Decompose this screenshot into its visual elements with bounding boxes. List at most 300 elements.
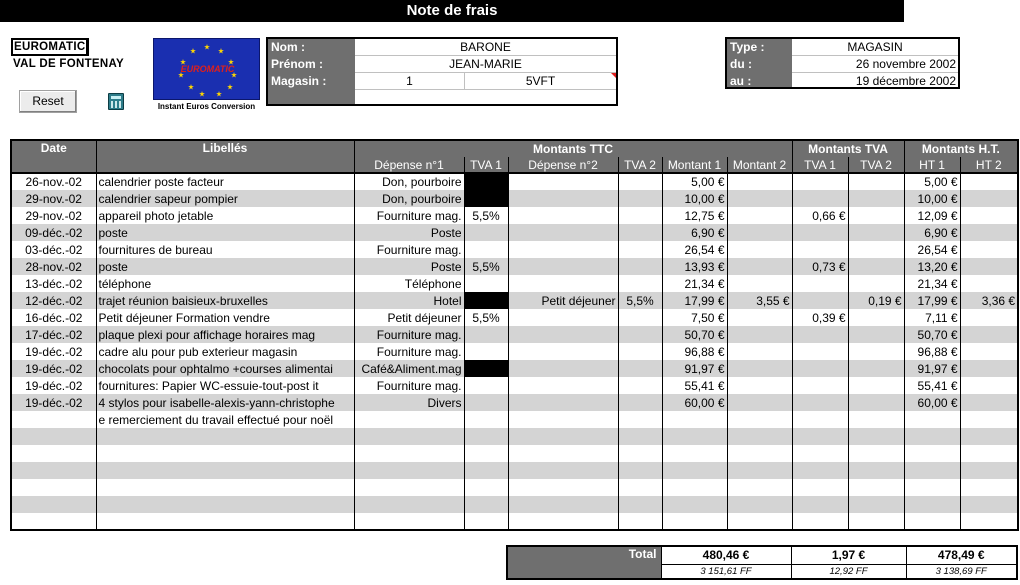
- cell-lib[interactable]: cadre alu pour pub exterieur magasin: [96, 343, 354, 360]
- cell-m2[interactable]: [727, 224, 792, 241]
- cell-tva2[interactable]: [618, 360, 662, 377]
- cell-dep1[interactable]: Téléphone: [354, 275, 464, 292]
- cell-ht2[interactable]: [960, 445, 1018, 462]
- cell-ht2[interactable]: [960, 462, 1018, 479]
- cell-dep1[interactable]: [354, 479, 464, 496]
- cell-mt2[interactable]: 0,19 €: [848, 292, 904, 309]
- subheader: HT 2: [960, 157, 1018, 173]
- cell-m1[interactable]: [662, 513, 727, 530]
- cell-m1[interactable]: 10,00 €: [662, 190, 727, 207]
- cell-dep1[interactable]: [354, 462, 464, 479]
- cell-date[interactable]: 19-déc.-02: [11, 360, 96, 377]
- cell-dep2[interactable]: [508, 513, 618, 530]
- cell-mt1[interactable]: [792, 326, 848, 343]
- cell-tva1[interactable]: [464, 462, 508, 479]
- cell-mt2[interactable]: [848, 377, 904, 394]
- comment-indicator-icon: [611, 73, 616, 78]
- cell-mt1[interactable]: [792, 496, 848, 513]
- cell-m2[interactable]: [727, 496, 792, 513]
- cell-mt1[interactable]: [792, 343, 848, 360]
- cell-tva2[interactable]: [618, 224, 662, 241]
- cell-tva1[interactable]: [464, 241, 508, 258]
- cell-m1[interactable]: 91,97 €: [662, 360, 727, 377]
- label-prenom: Prénom :: [271, 57, 324, 71]
- cell-m2[interactable]: [727, 343, 792, 360]
- cell-tva2[interactable]: [618, 190, 662, 207]
- cell-mt2[interactable]: [848, 309, 904, 326]
- cell-mt1[interactable]: [792, 292, 848, 309]
- cell-dep1[interactable]: Petit déjeuner: [354, 309, 464, 326]
- cell-ht2[interactable]: [960, 428, 1018, 445]
- cell-ht1[interactable]: [904, 445, 960, 462]
- table-row: [11, 394, 1018, 411]
- total-ht-francs: 3 138,69 FF: [906, 564, 1017, 579]
- nom-field[interactable]: BARONE: [355, 39, 616, 56]
- cell-ht2[interactable]: [960, 241, 1018, 258]
- cell-dep2[interactable]: [508, 462, 618, 479]
- cell-date[interactable]: [11, 411, 96, 428]
- cell-m1[interactable]: 17,99 €: [662, 292, 727, 309]
- cell-ht1[interactable]: 55,41 €: [904, 377, 960, 394]
- cell-mt2[interactable]: [848, 513, 904, 530]
- cell-tva1[interactable]: [464, 360, 508, 377]
- cell-tva2[interactable]: [618, 394, 662, 411]
- table-row: [11, 445, 1018, 462]
- table-row: [11, 326, 1018, 343]
- cell-tva1[interactable]: [464, 326, 508, 343]
- cell-ht2[interactable]: [960, 326, 1018, 343]
- cell-m2[interactable]: [727, 411, 792, 428]
- cell-dep1[interactable]: Fourniture mag.: [354, 207, 464, 224]
- cell-ht2[interactable]: [960, 258, 1018, 275]
- cell-tva1[interactable]: [464, 173, 508, 190]
- cell-dep2[interactable]: [508, 479, 618, 496]
- cell-ht1[interactable]: 6,90 €: [904, 224, 960, 241]
- cell-mt2[interactable]: [848, 224, 904, 241]
- cell-ht1[interactable]: [904, 428, 960, 445]
- company-brand: [11, 38, 124, 70]
- cell-tva1[interactable]: [464, 275, 508, 292]
- cell-date[interactable]: [11, 445, 96, 462]
- date-from-field[interactable]: 26 novembre 2002: [792, 56, 958, 73]
- cell-dep1[interactable]: Fourniture mag.: [354, 343, 464, 360]
- cell-ht1[interactable]: 26,54 €: [904, 241, 960, 258]
- cell-tva1[interactable]: [464, 411, 508, 428]
- cell-ht1[interactable]: 13,20 €: [904, 258, 960, 275]
- cell-lib[interactable]: poste: [96, 258, 354, 275]
- cell-ht1[interactable]: [904, 462, 960, 479]
- cell-mt2[interactable]: [848, 462, 904, 479]
- cell-ht1[interactable]: [904, 513, 960, 530]
- cell-lib[interactable]: Petit déjeuner Formation vendre: [96, 309, 354, 326]
- cell-m1[interactable]: [662, 428, 727, 445]
- total-tva-francs: 12,92 FF: [791, 564, 906, 579]
- cell-dep2[interactable]: [508, 377, 618, 394]
- cell-tva1[interactable]: [464, 428, 508, 445]
- cell-ht2[interactable]: [960, 394, 1018, 411]
- cell-dep1[interactable]: [354, 445, 464, 462]
- cell-tva1[interactable]: [464, 394, 508, 411]
- group-ttc-header: Montants TTC: [354, 140, 792, 157]
- cell-dep1[interactable]: Don, pourboire: [354, 190, 464, 207]
- table-row: [11, 241, 1018, 258]
- cell-date[interactable]: 12-déc.-02: [11, 292, 96, 309]
- cell-date[interactable]: 26-nov.-02: [11, 173, 96, 190]
- total-tva: 1,97 €: [791, 546, 906, 564]
- cell-lib[interactable]: [96, 445, 354, 462]
- cell-mt2[interactable]: [848, 479, 904, 496]
- cell-tva1[interactable]: [464, 513, 508, 530]
- cell-mt1[interactable]: [792, 190, 848, 207]
- cell-ht2[interactable]: [960, 513, 1018, 530]
- cell-m1[interactable]: [662, 411, 727, 428]
- cell-lib[interactable]: téléphone: [96, 275, 354, 292]
- cell-m1[interactable]: 6,90 €: [662, 224, 727, 241]
- cell-mt1[interactable]: [792, 360, 848, 377]
- table-row: [11, 309, 1018, 326]
- cell-tva1[interactable]: [464, 377, 508, 394]
- cell-dep1[interactable]: Poste: [354, 224, 464, 241]
- cell-dep1[interactable]: Poste: [354, 258, 464, 275]
- cell-dep2[interactable]: [508, 258, 618, 275]
- cell-m1[interactable]: 7,50 €: [662, 309, 727, 326]
- cell-dep1[interactable]: [354, 496, 464, 513]
- cell-date[interactable]: [11, 428, 96, 445]
- cell-tva1[interactable]: 5,5%: [464, 309, 508, 326]
- cell-m1[interactable]: [662, 462, 727, 479]
- cell-mt1[interactable]: [792, 462, 848, 479]
- cell-m1[interactable]: 60,00 €: [662, 394, 727, 411]
- cell-lib[interactable]: [96, 479, 354, 496]
- cell-ht2[interactable]: [960, 360, 1018, 377]
- cell-date[interactable]: 29-nov.-02: [11, 207, 96, 224]
- cell-mt1[interactable]: [792, 394, 848, 411]
- cell-date[interactable]: 13-déc.-02: [11, 275, 96, 292]
- cell-mt2[interactable]: [848, 360, 904, 377]
- cell-mt1[interactable]: [792, 411, 848, 428]
- cell-date[interactable]: 17-déc.-02: [11, 326, 96, 343]
- cell-tva2[interactable]: [618, 445, 662, 462]
- cell-lib[interactable]: trajet réunion baisieux-bruxelles: [96, 292, 354, 309]
- logo-flag-text: EUROMATIC: [180, 64, 235, 74]
- cell-date[interactable]: 16-déc.-02: [11, 309, 96, 326]
- cell-tva2[interactable]: [618, 258, 662, 275]
- cell-dep2[interactable]: [508, 411, 618, 428]
- cell-ht2[interactable]: [960, 275, 1018, 292]
- period-info-box: [725, 37, 960, 89]
- cell-mt2[interactable]: [848, 173, 904, 190]
- cell-mt1[interactable]: [792, 224, 848, 241]
- cell-date[interactable]: 29-nov.-02: [11, 190, 96, 207]
- cell-ht2[interactable]: [960, 309, 1018, 326]
- col-date-header: Date: [11, 140, 96, 173]
- cell-ht2[interactable]: [960, 411, 1018, 428]
- table-row: [11, 173, 1018, 190]
- cell-dep2[interactable]: [508, 190, 618, 207]
- cell-dep1[interactable]: [354, 513, 464, 530]
- cell-ht1[interactable]: 60,00 €: [904, 394, 960, 411]
- cell-lib[interactable]: [96, 513, 354, 530]
- cell-m1[interactable]: 12,75 €: [662, 207, 727, 224]
- cell-lib[interactable]: chocolats pour ophtalmo +courses alimentai: [96, 360, 354, 377]
- cell-dep2[interactable]: [508, 309, 618, 326]
- cell-m2[interactable]: [727, 207, 792, 224]
- cell-tva2[interactable]: [618, 411, 662, 428]
- cell-ht2[interactable]: [960, 207, 1018, 224]
- label-du: du :: [730, 57, 752, 71]
- cell-tva1[interactable]: [464, 292, 508, 309]
- cell-ht1[interactable]: 50,70 €: [904, 326, 960, 343]
- euro-logo: [153, 38, 260, 115]
- sheet-title: Note de frais: [0, 0, 904, 22]
- cell-m1[interactable]: 50,70 €: [662, 326, 727, 343]
- reset-button[interactable]: Reset: [19, 90, 77, 113]
- cell-mt2[interactable]: [848, 496, 904, 513]
- cell-lib[interactable]: [96, 496, 354, 513]
- cell-mt2[interactable]: [848, 275, 904, 292]
- cell-tva2[interactable]: [618, 275, 662, 292]
- cell-dep1[interactable]: Fourniture mag.: [354, 326, 464, 343]
- cell-tva1[interactable]: 5,5%: [464, 258, 508, 275]
- table-row: [11, 360, 1018, 377]
- cell-ht2[interactable]: [960, 173, 1018, 190]
- total-label: Total: [507, 546, 661, 579]
- cell-lib[interactable]: fournitures de bureau: [96, 241, 354, 258]
- type-field[interactable]: MAGASIN: [792, 39, 958, 56]
- table-row: [11, 496, 1018, 513]
- cell-lib[interactable]: [96, 428, 354, 445]
- cell-tva2[interactable]: [618, 462, 662, 479]
- cell-dep2[interactable]: [508, 428, 618, 445]
- cell-lib[interactable]: calendrier sapeur pompier: [96, 190, 354, 207]
- cell-dep2[interactable]: [508, 224, 618, 241]
- cell-m1[interactable]: [662, 496, 727, 513]
- cell-m1[interactable]: 5,00 €: [662, 173, 727, 190]
- cell-m2[interactable]: [727, 190, 792, 207]
- total-ttc: 480,46 €: [661, 546, 791, 564]
- cell-mt2[interactable]: [848, 411, 904, 428]
- subheader: Montant 2: [727, 157, 792, 173]
- cell-tva2[interactable]: [618, 241, 662, 258]
- cell-tva2[interactable]: [618, 428, 662, 445]
- cell-mt1[interactable]: [792, 445, 848, 462]
- cell-mt2[interactable]: [848, 343, 904, 360]
- cell-dep2[interactable]: [508, 445, 618, 462]
- cell-tva2[interactable]: 5,5%: [618, 292, 662, 309]
- cell-tva2[interactable]: [618, 496, 662, 513]
- table-row: [11, 428, 1018, 445]
- cell-dep1[interactable]: Fourniture mag.: [354, 377, 464, 394]
- cell-date[interactable]: 19-déc.-02: [11, 377, 96, 394]
- cell-ht1[interactable]: 21,34 €: [904, 275, 960, 292]
- cell-m2[interactable]: [727, 377, 792, 394]
- cell-tva2[interactable]: [618, 326, 662, 343]
- cell-m2[interactable]: [727, 462, 792, 479]
- cell-date[interactable]: 03-déc.-02: [11, 241, 96, 258]
- cell-tva1[interactable]: [464, 190, 508, 207]
- cell-lib[interactable]: 4 stylos pour isabelle-alexis-yann-christophe: [96, 394, 354, 411]
- cell-dep1[interactable]: Don, pourboire: [354, 173, 464, 190]
- cell-date[interactable]: [11, 496, 96, 513]
- cell-m1[interactable]: [662, 445, 727, 462]
- date-to-field[interactable]: 19 décembre 2002: [855, 74, 956, 88]
- cell-dep1[interactable]: [354, 411, 464, 428]
- cell-date[interactable]: [11, 479, 96, 496]
- table-row: [11, 190, 1018, 207]
- cell-m1[interactable]: 26,54 €: [662, 241, 727, 258]
- cell-dep1[interactable]: Divers: [354, 394, 464, 411]
- cell-mt1[interactable]: [792, 479, 848, 496]
- cell-m2[interactable]: 3,55 €: [727, 292, 792, 309]
- cell-tva2[interactable]: [618, 173, 662, 190]
- cell-dep2[interactable]: [508, 360, 618, 377]
- cell-dep2[interactable]: [508, 496, 618, 513]
- cell-m1[interactable]: 55,41 €: [662, 377, 727, 394]
- cell-dep1[interactable]: [354, 428, 464, 445]
- cell-ht1[interactable]: 91,97 €: [904, 360, 960, 377]
- cell-dep1[interactable]: Hotel: [354, 292, 464, 309]
- cell-dep2[interactable]: [508, 343, 618, 360]
- cell-dep2[interactable]: [508, 275, 618, 292]
- cell-mt1[interactable]: [792, 241, 848, 258]
- cell-date[interactable]: 09-déc.-02: [11, 224, 96, 241]
- table-row: [11, 479, 1018, 496]
- cell-tva1[interactable]: [464, 224, 508, 241]
- cell-dep1[interactable]: Fourniture mag.: [354, 241, 464, 258]
- cell-dep2[interactable]: [508, 173, 618, 190]
- cell-ht2[interactable]: [960, 479, 1018, 496]
- cell-m1[interactable]: 21,34 €: [662, 275, 727, 292]
- cell-m2[interactable]: [727, 445, 792, 462]
- cell-m2[interactable]: [727, 394, 792, 411]
- cell-m2[interactable]: [727, 513, 792, 530]
- cell-m2[interactable]: [727, 428, 792, 445]
- cell-date[interactable]: 19-déc.-02: [11, 343, 96, 360]
- cell-m2[interactable]: [727, 241, 792, 258]
- magasin-code-field[interactable]: 5VFT: [525, 74, 556, 88]
- cell-dep2[interactable]: Petit déjeuner: [508, 292, 618, 309]
- cell-ht1[interactable]: [904, 496, 960, 513]
- cell-ht1[interactable]: 96,88 €: [904, 343, 960, 360]
- cell-dep2[interactable]: [508, 207, 618, 224]
- cell-date[interactable]: 19-déc.-02: [11, 394, 96, 411]
- cell-mt1[interactable]: [792, 275, 848, 292]
- cell-dep2[interactable]: [508, 394, 618, 411]
- cell-mt2[interactable]: [848, 445, 904, 462]
- magasin-row: [355, 73, 616, 90]
- cell-tva2[interactable]: [618, 513, 662, 530]
- cell-m1[interactable]: 13,93 €: [662, 258, 727, 275]
- prenom-field[interactable]: JEAN-MARIE: [355, 56, 616, 73]
- cell-tva2[interactable]: [618, 479, 662, 496]
- cell-lib[interactable]: appareil photo jetable: [96, 207, 354, 224]
- cell-ht2[interactable]: 3,36 €: [960, 292, 1018, 309]
- expense-table: [10, 139, 1019, 531]
- cell-tva1[interactable]: [464, 479, 508, 496]
- cell-m1[interactable]: 96,88 €: [662, 343, 727, 360]
- table-row: [11, 462, 1018, 479]
- cell-m2[interactable]: [727, 479, 792, 496]
- cell-lib[interactable]: calendrier poste facteur: [96, 173, 354, 190]
- cell-mt1[interactable]: 0,39 €: [792, 309, 848, 326]
- total-ttc-francs: 3 151,61 FF: [661, 564, 791, 579]
- cell-tva1[interactable]: [464, 445, 508, 462]
- cell-m2[interactable]: [727, 173, 792, 190]
- cell-tva2[interactable]: [618, 343, 662, 360]
- cell-ht2[interactable]: [960, 377, 1018, 394]
- cell-m2[interactable]: [727, 326, 792, 343]
- cell-ht2[interactable]: [960, 343, 1018, 360]
- cell-m2[interactable]: [727, 309, 792, 326]
- cell-m1[interactable]: [662, 479, 727, 496]
- cell-tva2[interactable]: [618, 377, 662, 394]
- cell-mt2[interactable]: [848, 258, 904, 275]
- label-nom: Nom :: [271, 40, 305, 54]
- cell-dep2[interactable]: [508, 326, 618, 343]
- cell-tva1[interactable]: 5,5%: [464, 207, 508, 224]
- magasin-number-field[interactable]: 1: [355, 73, 465, 89]
- cell-lib[interactable]: e remerciement du travail effectué pour noël: [96, 411, 354, 428]
- table-row: [11, 292, 1018, 309]
- col-libelles-header: Libellés: [96, 140, 354, 173]
- cell-ht1[interactable]: 10,00 €: [904, 190, 960, 207]
- cell-mt1[interactable]: [792, 513, 848, 530]
- cell-ht2[interactable]: [960, 224, 1018, 241]
- table-row: [11, 411, 1018, 428]
- cell-ht1[interactable]: [904, 411, 960, 428]
- cell-mt1[interactable]: [792, 377, 848, 394]
- cell-lib[interactable]: plaque plexi pour affichage horaires mag: [96, 326, 354, 343]
- cell-ht1[interactable]: 7,11 €: [904, 309, 960, 326]
- cell-lib[interactable]: poste: [96, 224, 354, 241]
- cell-ht2[interactable]: [960, 190, 1018, 207]
- calculator-icon[interactable]: [108, 93, 124, 110]
- cell-lib[interactable]: [96, 462, 354, 479]
- subheader: TVA 1: [464, 157, 508, 173]
- cell-lib[interactable]: fournitures: Papier WC-essuie-tout-post it: [96, 377, 354, 394]
- cell-mt1[interactable]: 0,73 €: [792, 258, 848, 275]
- cell-tva2[interactable]: [618, 207, 662, 224]
- cell-ht1[interactable]: [904, 479, 960, 496]
- cell-ht1[interactable]: 5,00 €: [904, 173, 960, 190]
- cell-ht1[interactable]: 12,09 €: [904, 207, 960, 224]
- cell-mt2[interactable]: [848, 241, 904, 258]
- cell-m2[interactable]: [727, 258, 792, 275]
- cell-mt2[interactable]: [848, 428, 904, 445]
- cell-date[interactable]: [11, 462, 96, 479]
- cell-dep2[interactable]: [508, 241, 618, 258]
- cell-mt2[interactable]: [848, 207, 904, 224]
- cell-mt1[interactable]: [792, 173, 848, 190]
- label-au: au :: [730, 74, 752, 88]
- cell-ht1[interactable]: 17,99 €: [904, 292, 960, 309]
- cell-m2[interactable]: [727, 360, 792, 377]
- cell-date[interactable]: 28-nov.-02: [11, 258, 96, 275]
- cell-tva2[interactable]: [618, 309, 662, 326]
- cell-mt2[interactable]: [848, 190, 904, 207]
- cell-mt2[interactable]: [848, 326, 904, 343]
- cell-m2[interactable]: [727, 275, 792, 292]
- cell-tva1[interactable]: [464, 496, 508, 513]
- cell-tva1[interactable]: [464, 343, 508, 360]
- table-row: [11, 207, 1018, 224]
- cell-mt1[interactable]: 0,66 €: [792, 207, 848, 224]
- cell-dep1[interactable]: Café&Aliment.mag: [354, 360, 464, 377]
- cell-mt2[interactable]: [848, 394, 904, 411]
- cell-date[interactable]: [11, 513, 96, 530]
- cell-mt1[interactable]: [792, 428, 848, 445]
- cell-ht2[interactable]: [960, 496, 1018, 513]
